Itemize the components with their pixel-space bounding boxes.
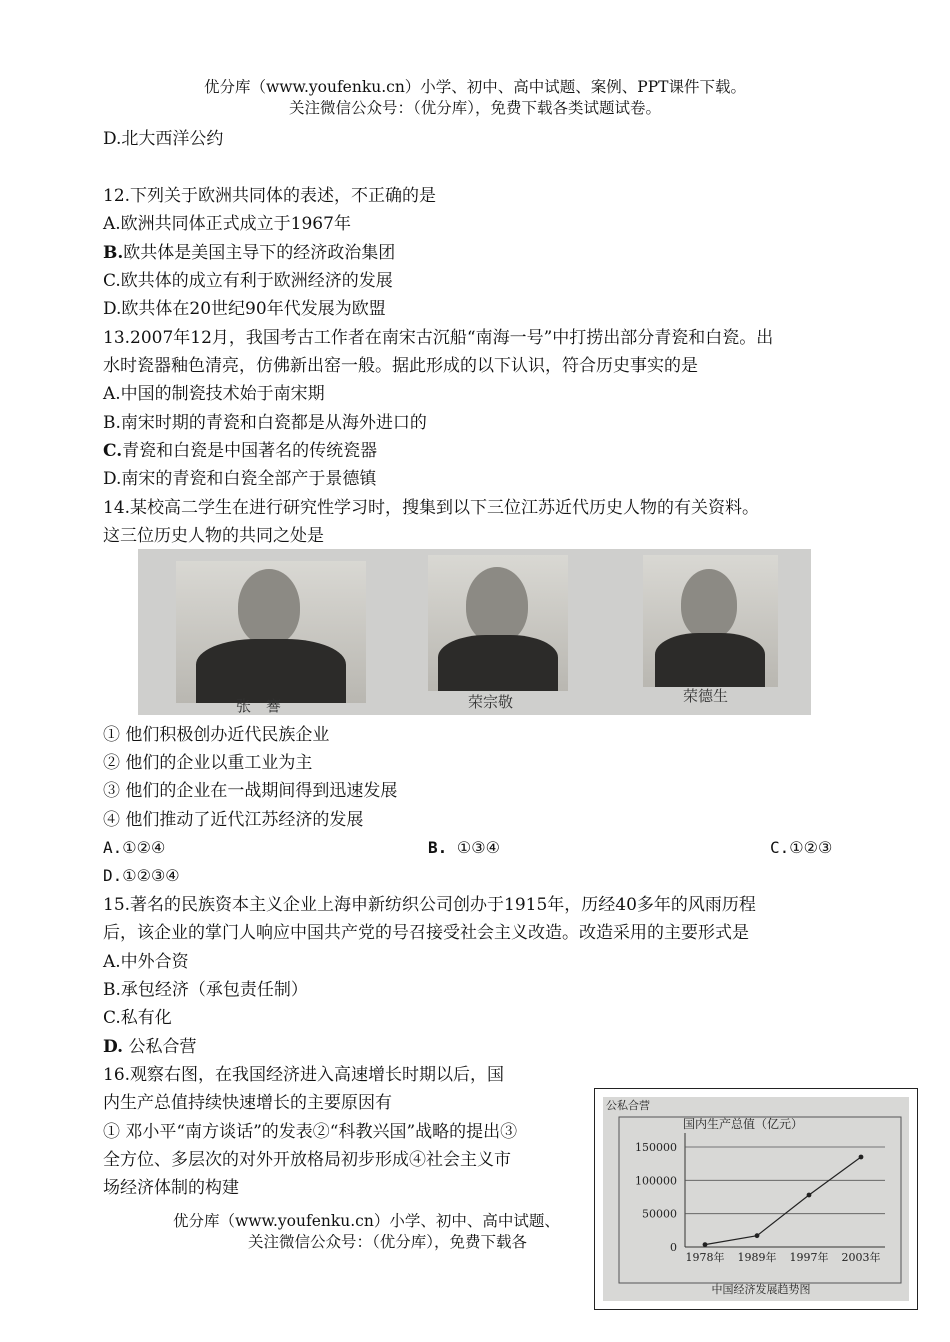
photo-caption-zhang-jian: 张 謇 — [236, 697, 282, 715]
chart-x-tick-label: 1989年 — [737, 1251, 777, 1264]
chart-y-tick-label: 0 — [670, 1241, 677, 1254]
chart-series-line — [705, 1157, 861, 1245]
q15-stem-2: 后，该企业的掌门人响应中国共产党的号召接受社会主义改造。改造采用的主要形式是 — [103, 923, 749, 943]
q14-statement-3: ③ 他们的企业在一战期间得到迅速发展 — [103, 781, 398, 801]
q14-statement-2: ② 他们的企业以重工业为主 — [103, 753, 313, 773]
q12-stem: 12.下列关于欧洲共同体的表述，不正确的是 — [103, 186, 437, 206]
q15-option-a: A.中外合资 — [103, 952, 189, 972]
header-line-1: 优分库（www.youfenku.cn）小学、初中、高中试题、案例、PPT课件下载。 — [203, 78, 747, 96]
q14-statement-1: ① 他们积极创办近代民族企业 — [103, 725, 330, 745]
q15-option-b: B.承包经济（承包责任制） — [103, 980, 308, 1000]
chart-x-tick-label: 1978年 — [685, 1251, 725, 1264]
q14-stem-2: 这三位历史人物的共同之处是 — [103, 526, 324, 546]
footer-line-1: 优分库（www.youfenku.cn）小学、初中、高中试题、 — [173, 1212, 560, 1230]
q12-option-b — [103, 241, 395, 265]
q14-option-b-key: B. — [428, 838, 448, 857]
chart-series — [703, 1155, 864, 1247]
q13-option-b: B.南宋时期的青瓷和白瓷都是从海外进口的 — [103, 413, 427, 433]
q13-option-c-text: 青瓷和白瓷是中国著名的传统瓷器 — [122, 441, 378, 461]
q16-line-2: 内生产总值持续快速增长的主要原因有 — [103, 1093, 392, 1113]
photo-caption-rong-desheng: 荣德生 — [683, 687, 729, 705]
chart-caption: 中国经济发展趋势图 — [711, 1283, 811, 1296]
q12-option-c: C.欧共体的成立有利于欧洲经济的发展 — [103, 271, 393, 291]
q11-option-d: D.北大西洋公约 — [103, 129, 224, 149]
chart-y-tick-label: 50000 — [642, 1207, 677, 1221]
q14-option-b-text: ①③④ — [447, 838, 500, 857]
portrait-rong-desheng — [643, 555, 778, 687]
q13-stem-1: 13.2007年12月，我国考古工作者在南宋古沉船“南海一号”中打捞出部分青瓷和白瓷。出 — [103, 328, 774, 348]
q12-option-d: D.欧共体在20世纪90年代发展为欧盟 — [103, 299, 386, 319]
q15-stem-1: 15.著名的民族资本主义企业上海申新纺织公司创办于1915年，历经40多年的风雨历程 — [103, 895, 756, 915]
portrait-zhang-jian — [176, 561, 366, 703]
chart-y-tick-label: 100000 — [635, 1174, 677, 1188]
gdp-chart-svg — [603, 1097, 909, 1301]
q13-option-d: D.南宋的青瓷和白瓷全部产于景德镇 — [103, 469, 377, 489]
chart-y-ticks — [635, 1141, 677, 1254]
q16-line-4: 全方位、多层次的对外开放格局初步形成④社会主义市 — [103, 1150, 511, 1170]
q15-option-d — [103, 1035, 196, 1059]
gdp-chart-frame — [594, 1088, 918, 1310]
chart-data-point — [703, 1242, 708, 1247]
q13-option-c — [103, 439, 377, 463]
header-line-2: 关注微信公众号：（优分库），免费下载各类试题试卷。 — [288, 99, 661, 117]
q12-option-a: A.欧洲共同体正式成立于1967年 — [103, 214, 351, 234]
q14-option-d: D.①②③④ — [103, 866, 180, 885]
chart-x-ticks — [686, 1250, 881, 1264]
chart-x-tick-label: 1997年 — [789, 1251, 829, 1264]
portrait-rong-zongjing — [428, 555, 568, 691]
q15-option-d-key: D. — [103, 1037, 124, 1057]
gdp-chart — [603, 1097, 909, 1301]
q13-stem-2: 水时瓷器釉色清亮，仿佛新出窑一般。据此形成的以下认识，符合历史事实的是 — [103, 356, 698, 376]
q12-option-b-key: B. — [103, 243, 124, 263]
footer-line-2: 关注微信公众号：（优分库），免费下载各 — [248, 1233, 528, 1251]
q14-stem-1: 14.某校高二学生在进行研究性学习时，搜集到以下三位江苏近代历史人物的有关资料。 — [103, 498, 760, 518]
chart-title: 国内生产总值（亿元） — [682, 1117, 804, 1131]
q16-line-3: ① 邓小平“南方谈话”的发表②“科教兴国”战略的提出③ — [103, 1122, 518, 1142]
chart-x-tick-label: 2003年 — [841, 1251, 881, 1264]
q14-statement-4: ④ 他们推动了近代江苏经济的发展 — [103, 810, 364, 830]
q14-option-c: C.①②③ — [770, 838, 833, 857]
q14-option-b — [428, 836, 500, 860]
chart-data-point — [859, 1155, 864, 1160]
historical-figures-photo — [138, 549, 811, 715]
photo-caption-rong-zongjing: 荣宗敬 — [468, 693, 514, 711]
q13-option-a: A.中国的制瓷技术始于南宋期 — [103, 384, 325, 404]
q16-line-5: 场经济体制的构建 — [103, 1178, 239, 1198]
q15-option-d-text: 公私合营 — [123, 1037, 197, 1057]
q12-option-b-text: 欧共体是美国主导下的经济政治集团 — [123, 243, 396, 263]
q14-option-a: A.①②④ — [103, 838, 166, 857]
chart-corner-text: 公私合营 — [606, 1099, 650, 1112]
chart-y-tick-label: 150000 — [635, 1141, 677, 1154]
q13-option-c-key: C. — [103, 441, 123, 461]
chart-data-point — [755, 1233, 760, 1238]
chart-data-point — [807, 1193, 812, 1198]
q16-line-1: 16.观察右图，在我国经济进入高速增长时期以后，国 — [103, 1065, 505, 1085]
q15-option-c: C.私有化 — [103, 1008, 172, 1028]
